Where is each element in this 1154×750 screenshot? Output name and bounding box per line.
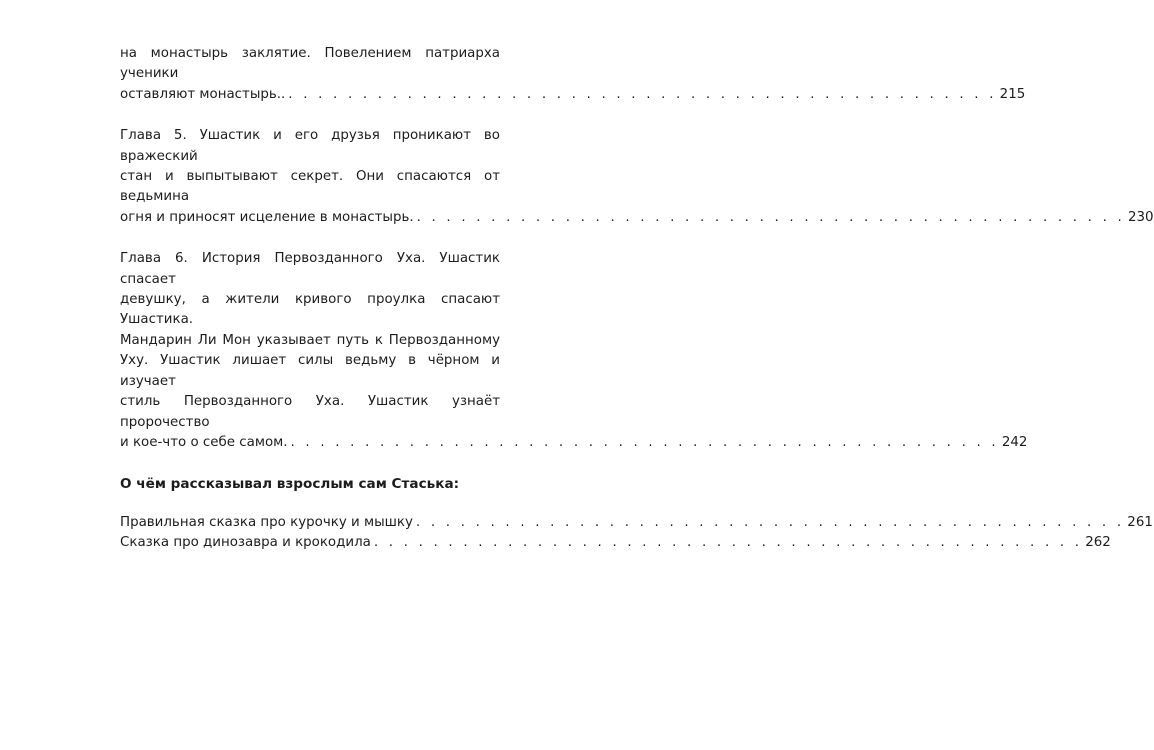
dot-leader: . . . . . . . . . . . . . . . . . . . . . . . . . . . . . . . . . . . . . . . . . . . . . . . . — [415, 515, 1125, 531]
toc-entry-chapter-6 — [120, 249, 1028, 453]
toc-entry-text-line: Мандарин Ли Мон указывает путь к Первозданному — [120, 332, 500, 348]
toc-entry-text-line: на монастырь заклятие. Повелением патриарха ученики — [120, 46, 500, 82]
table-of-contents — [120, 44, 1154, 553]
page-number: 242 — [1001, 434, 1028, 450]
dot-leader: . . . . . . . . . . . . . . . . . . . . . . . . . . . . . . . . . . . . . . . . . . . . . . . . — [288, 86, 997, 102]
toc-extra-title: Правильная сказка про курочку и мышку — [120, 515, 413, 531]
toc-entry-text-line: огня и приносят исцеление в монастырь. — [120, 209, 414, 225]
toc-entry-leader-line — [120, 208, 1154, 228]
extras-list — [120, 513, 1153, 553]
toc-entry-chapter-5 — [120, 126, 1154, 228]
dot-leader: . . . . . . . . . . . . . . . . . . . . . . . . . . . . . . . . . . . . . . . . . . . . . . . . — [373, 535, 1083, 551]
toc-entry-text-line: оставляют монастырь.. — [120, 86, 286, 102]
page-number: 261 — [1127, 515, 1153, 531]
toc-entry-chapter-4-end — [120, 44, 1026, 105]
toc-entry-text-line: Уху. Ушастик лишает силы ведьму в чёрном и изучает — [120, 353, 500, 389]
toc-extra-item — [120, 513, 1153, 533]
toc-extra-title: Сказка про динозавра и крокодила — [120, 535, 371, 551]
dot-leader: . . . . . . . . . . . . . . . . . . . . . . . . . . . . . . . . . . . . . . . . . . . . . . . . — [290, 434, 999, 450]
toc-entry-text-line: стиль Первозданного Уха. Ушастик узнаёт пророчество — [120, 394, 500, 430]
section-heading: О чём рассказывал взрослым сам Стаська: — [120, 476, 460, 493]
dot-leader: . . . . . . . . . . . . . . . . . . . . . . . . . . . . . . . . . . . . . . . . . . . . . . . . — [416, 209, 1125, 225]
page-number: 215 — [999, 86, 1026, 102]
toc-entry-text-line: девушку, а жители кривого проулка спасают Ушастика. — [120, 292, 500, 328]
toc-entry-leader-line — [120, 433, 1028, 453]
toc-entry-leader-line — [120, 85, 1026, 105]
page-number: 230 — [1127, 209, 1154, 225]
toc-extra-item — [120, 533, 1111, 553]
page-number: 262 — [1085, 535, 1111, 551]
toc-entry-text-line: Глава 6. История Первозданного Уха. Ушастик спасает — [120, 251, 500, 287]
toc-entry-text-line: и кое-что о себе самом. — [120, 434, 288, 450]
toc-entry-text-line: Глава 5. Ушастик и его друзья проникают во вражеский — [120, 128, 500, 164]
toc-entry-text-line: стан и выпытывают секрет. Они спасаются от ведьмина — [120, 169, 500, 205]
